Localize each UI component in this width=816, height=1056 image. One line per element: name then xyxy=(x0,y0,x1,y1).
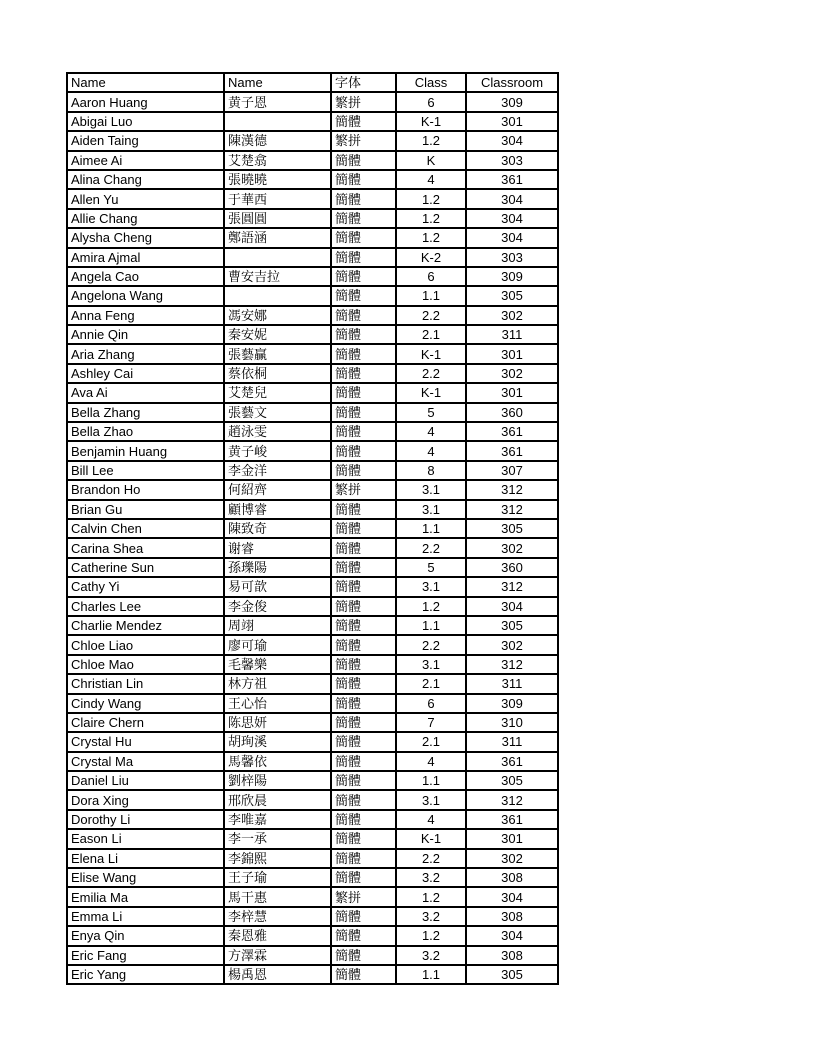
english-name-cell: Christian Lin xyxy=(67,674,224,693)
font-type-cell: 簡體 xyxy=(331,694,396,713)
font-type-cell: 簡體 xyxy=(331,752,396,771)
table-row xyxy=(67,655,558,674)
english-name-cell: Alina Chang xyxy=(67,170,224,189)
classroom-cell: 301 xyxy=(466,344,558,363)
font-type-cell: 簡體 xyxy=(331,170,396,189)
classroom-cell: 307 xyxy=(466,461,558,480)
english-name-cell: Abigai Luo xyxy=(67,112,224,131)
table-row xyxy=(67,189,558,208)
chinese-name-cell: 何紹齊 xyxy=(224,480,331,499)
classroom-cell: 312 xyxy=(466,480,558,499)
classroom-cell: 305 xyxy=(466,965,558,984)
header-row xyxy=(67,73,558,92)
english-name-cell: Elena Li xyxy=(67,849,224,868)
font-type-cell: 繁拼 xyxy=(331,92,396,111)
class-cell: 5 xyxy=(396,558,466,577)
classroom-cell: 360 xyxy=(466,558,558,577)
classroom-cell: 311 xyxy=(466,325,558,344)
english-name-cell: Chloe Mao xyxy=(67,655,224,674)
english-name-cell: Dora Xing xyxy=(67,790,224,809)
table-row xyxy=(67,286,558,305)
font-type-cell: 簡體 xyxy=(331,616,396,635)
table-row xyxy=(67,131,558,150)
table-row xyxy=(67,752,558,771)
classroom-cell: 302 xyxy=(466,364,558,383)
font-type-cell: 簡體 xyxy=(331,810,396,829)
chinese-name-cell: 馬干惠 xyxy=(224,887,331,906)
font-type-cell: 簡體 xyxy=(331,286,396,305)
class-cell: 3.1 xyxy=(396,500,466,519)
chinese-name-cell: 李錦熙 xyxy=(224,849,331,868)
classroom-cell: 302 xyxy=(466,538,558,557)
classroom-cell: 304 xyxy=(466,189,558,208)
english-name-cell: Aiden Taing xyxy=(67,131,224,150)
chinese-name-cell: 易可歆 xyxy=(224,577,331,596)
font-type-cell: 繁拼 xyxy=(331,887,396,906)
font-type-cell: 簡體 xyxy=(331,422,396,441)
english-name-cell: Chloe Liao xyxy=(67,635,224,654)
table-row xyxy=(67,558,558,577)
font-type-cell: 簡體 xyxy=(331,519,396,538)
classroom-cell: 304 xyxy=(466,887,558,906)
class-cell: K-1 xyxy=(396,344,466,363)
english-name-cell: Angela Cao xyxy=(67,267,224,286)
chinese-name-cell: 周翊 xyxy=(224,616,331,635)
class-cell: 4 xyxy=(396,170,466,189)
classroom-cell: 309 xyxy=(466,694,558,713)
english-name-cell: Bill Lee xyxy=(67,461,224,480)
classroom-cell: 305 xyxy=(466,616,558,635)
class-cell: 5 xyxy=(396,403,466,422)
classroom-cell: 312 xyxy=(466,790,558,809)
english-name-cell: Ashley Cai xyxy=(67,364,224,383)
table-row xyxy=(67,500,558,519)
column-header-class: Class xyxy=(396,73,466,92)
classroom-cell: 360 xyxy=(466,403,558,422)
font-type-cell: 簡體 xyxy=(331,558,396,577)
class-cell: 1.2 xyxy=(396,228,466,247)
english-name-cell: Claire Chern xyxy=(67,713,224,732)
table-row xyxy=(67,151,558,170)
class-cell: 2.2 xyxy=(396,306,466,325)
chinese-name-cell: 張藝文 xyxy=(224,403,331,422)
chinese-name-cell: 李金洋 xyxy=(224,461,331,480)
table-row xyxy=(67,616,558,635)
student-roster-table xyxy=(66,72,559,985)
class-cell: 1.1 xyxy=(396,965,466,984)
english-name-cell: Charles Lee xyxy=(67,597,224,616)
class-cell: 3.1 xyxy=(396,577,466,596)
class-cell: 1.2 xyxy=(396,209,466,228)
class-cell: 1.2 xyxy=(396,926,466,945)
table-row xyxy=(67,209,558,228)
class-cell: 1.1 xyxy=(396,519,466,538)
class-cell: 3.1 xyxy=(396,480,466,499)
table-row xyxy=(67,422,558,441)
chinese-name-cell: 艾楚翕 xyxy=(224,151,331,170)
chinese-name-cell: 王心怡 xyxy=(224,694,331,713)
font-type-cell: 簡體 xyxy=(331,965,396,984)
table-row xyxy=(67,364,558,383)
english-name-cell: Brian Gu xyxy=(67,500,224,519)
class-cell: 4 xyxy=(396,422,466,441)
table-row xyxy=(67,170,558,189)
english-name-cell: Eric Fang xyxy=(67,946,224,965)
classroom-cell: 304 xyxy=(466,228,558,247)
english-name-cell: Charlie Mendez xyxy=(67,616,224,635)
classroom-cell: 361 xyxy=(466,170,558,189)
table-row xyxy=(67,965,558,984)
font-type-cell: 簡體 xyxy=(331,248,396,267)
font-type-cell: 簡體 xyxy=(331,383,396,402)
column-header-classroom: Classroom xyxy=(466,73,558,92)
class-cell: 8 xyxy=(396,461,466,480)
chinese-name-cell: 李唯嘉 xyxy=(224,810,331,829)
class-cell: K-1 xyxy=(396,112,466,131)
chinese-name-cell: 陳致奇 xyxy=(224,519,331,538)
table-row xyxy=(67,946,558,965)
classroom-cell: 311 xyxy=(466,732,558,751)
table-row xyxy=(67,849,558,868)
class-cell: 4 xyxy=(396,810,466,829)
table-row xyxy=(67,325,558,344)
class-cell: 1.2 xyxy=(396,887,466,906)
class-cell: 6 xyxy=(396,92,466,111)
table-row xyxy=(67,674,558,693)
classroom-cell: 308 xyxy=(466,868,558,887)
font-type-cell: 簡體 xyxy=(331,790,396,809)
table-row xyxy=(67,926,558,945)
table-row xyxy=(67,306,558,325)
chinese-name-cell: 方澤霖 xyxy=(224,946,331,965)
class-cell: 6 xyxy=(396,267,466,286)
english-name-cell: Cathy Yi xyxy=(67,577,224,596)
chinese-name-cell: 陈思妍 xyxy=(224,713,331,732)
font-type-cell: 簡體 xyxy=(331,635,396,654)
font-type-cell: 簡體 xyxy=(331,209,396,228)
classroom-cell: 304 xyxy=(466,131,558,150)
chinese-name-cell: 趙泳雯 xyxy=(224,422,331,441)
chinese-name-cell: 秦安妮 xyxy=(224,325,331,344)
english-name-cell: Dorothy Li xyxy=(67,810,224,829)
class-cell: K xyxy=(396,151,466,170)
class-cell: 2.1 xyxy=(396,674,466,693)
classroom-cell: 310 xyxy=(466,713,558,732)
english-name-cell: Annie Qin xyxy=(67,325,224,344)
column-header-chinese-name: Name xyxy=(224,73,331,92)
classroom-cell: 304 xyxy=(466,926,558,945)
english-name-cell: Carina Shea xyxy=(67,538,224,557)
class-cell: 3.1 xyxy=(396,655,466,674)
table-row xyxy=(67,480,558,499)
table-row xyxy=(67,732,558,751)
classroom-cell: 361 xyxy=(466,441,558,460)
table-row xyxy=(67,344,558,363)
font-type-cell: 簡體 xyxy=(331,112,396,131)
classroom-cell: 312 xyxy=(466,655,558,674)
chinese-name-cell: 蔡依桐 xyxy=(224,364,331,383)
english-name-cell: Amira Ajmal xyxy=(67,248,224,267)
chinese-name-cell: 劉梓陽 xyxy=(224,771,331,790)
font-type-cell: 簡體 xyxy=(331,597,396,616)
chinese-name-cell: 于華西 xyxy=(224,189,331,208)
chinese-name-cell: 孫瓅陽 xyxy=(224,558,331,577)
font-type-cell: 簡體 xyxy=(331,364,396,383)
english-name-cell: Benjamin Huang xyxy=(67,441,224,460)
chinese-name-cell: 毛馨樂 xyxy=(224,655,331,674)
classroom-cell: 302 xyxy=(466,849,558,868)
english-name-cell: Emilia Ma xyxy=(67,887,224,906)
classroom-cell: 303 xyxy=(466,248,558,267)
table-row xyxy=(67,577,558,596)
table-row xyxy=(67,228,558,247)
classroom-cell: 305 xyxy=(466,286,558,305)
table-row xyxy=(67,868,558,887)
class-cell: 2.2 xyxy=(396,538,466,557)
font-type-cell: 簡體 xyxy=(331,267,396,286)
english-name-cell: Eric Yang xyxy=(67,965,224,984)
table-row xyxy=(67,92,558,111)
classroom-cell: 312 xyxy=(466,500,558,519)
classroom-cell: 308 xyxy=(466,907,558,926)
table-row xyxy=(67,887,558,906)
font-type-cell: 簡體 xyxy=(331,907,396,926)
class-cell: 1.2 xyxy=(396,131,466,150)
table-row xyxy=(67,810,558,829)
font-type-cell: 簡體 xyxy=(331,674,396,693)
font-type-cell: 簡體 xyxy=(331,868,396,887)
class-cell: 3.2 xyxy=(396,946,466,965)
table-row xyxy=(67,538,558,557)
class-cell: 2.2 xyxy=(396,635,466,654)
font-type-cell: 簡體 xyxy=(331,441,396,460)
table-row xyxy=(67,790,558,809)
table-row xyxy=(67,461,558,480)
font-type-cell: 簡體 xyxy=(331,732,396,751)
classroom-cell: 301 xyxy=(466,383,558,402)
class-cell: 6 xyxy=(396,694,466,713)
english-name-cell: Catherine Sun xyxy=(67,558,224,577)
class-cell: 4 xyxy=(396,752,466,771)
chinese-name-cell: 秦恩雅 xyxy=(224,926,331,945)
table-row xyxy=(67,694,558,713)
font-type-cell: 簡體 xyxy=(331,306,396,325)
classroom-cell: 311 xyxy=(466,674,558,693)
classroom-cell: 302 xyxy=(466,306,558,325)
font-type-cell: 簡體 xyxy=(331,151,396,170)
class-cell: 1.2 xyxy=(396,189,466,208)
chinese-name-cell: 黄子峻 xyxy=(224,441,331,460)
class-cell: 1.1 xyxy=(396,771,466,790)
chinese-name-cell: 李一承 xyxy=(224,829,331,848)
font-type-cell: 簡體 xyxy=(331,946,396,965)
classroom-cell: 309 xyxy=(466,92,558,111)
chinese-name-cell: 王子瑜 xyxy=(224,868,331,887)
column-header-english-name: Name xyxy=(67,73,224,92)
chinese-name-cell: 廖可瑜 xyxy=(224,635,331,654)
font-type-cell: 簡體 xyxy=(331,849,396,868)
classroom-cell: 361 xyxy=(466,810,558,829)
classroom-cell: 303 xyxy=(466,151,558,170)
class-cell: 4 xyxy=(396,441,466,460)
english-name-cell: Angelona Wang xyxy=(67,286,224,305)
table-row xyxy=(67,267,558,286)
table-row xyxy=(67,597,558,616)
english-name-cell: Aria Zhang xyxy=(67,344,224,363)
class-cell: K-1 xyxy=(396,383,466,402)
chinese-name-cell: 邢欣晨 xyxy=(224,790,331,809)
chinese-name-cell: 顧博睿 xyxy=(224,500,331,519)
english-name-cell: Allie Chang xyxy=(67,209,224,228)
table-row xyxy=(67,907,558,926)
class-cell: 7 xyxy=(396,713,466,732)
chinese-name-cell: 張藝贏 xyxy=(224,344,331,363)
class-cell: K-1 xyxy=(396,829,466,848)
table-row xyxy=(67,519,558,538)
font-type-cell: 簡體 xyxy=(331,713,396,732)
font-type-cell: 簡體 xyxy=(331,655,396,674)
chinese-name-cell: 曹安吉拉 xyxy=(224,267,331,286)
class-cell: 2.2 xyxy=(396,849,466,868)
table-row xyxy=(67,829,558,848)
font-type-cell: 簡體 xyxy=(331,500,396,519)
classroom-cell: 304 xyxy=(466,209,558,228)
font-type-cell: 繁拼 xyxy=(331,131,396,150)
table-row xyxy=(67,403,558,422)
english-name-cell: Brandon Ho xyxy=(67,480,224,499)
class-cell: 1.2 xyxy=(396,597,466,616)
chinese-name-cell: 張曉曉 xyxy=(224,170,331,189)
chinese-name-cell: 黄子恩 xyxy=(224,92,331,111)
font-type-cell: 簡體 xyxy=(331,228,396,247)
chinese-name-cell: 谢睿 xyxy=(224,538,331,557)
english-name-cell: Calvin Chen xyxy=(67,519,224,538)
font-type-cell: 簡體 xyxy=(331,189,396,208)
classroom-cell: 305 xyxy=(466,519,558,538)
class-cell: 3.1 xyxy=(396,790,466,809)
class-cell: K-2 xyxy=(396,248,466,267)
chinese-name-cell: 楊禹恩 xyxy=(224,965,331,984)
english-name-cell: Elise Wang xyxy=(67,868,224,887)
chinese-name-cell: 馬馨依 xyxy=(224,752,331,771)
classroom-cell: 301 xyxy=(466,829,558,848)
class-cell: 1.1 xyxy=(396,286,466,305)
font-type-cell: 簡體 xyxy=(331,829,396,848)
chinese-name-cell: 張圓圓 xyxy=(224,209,331,228)
english-name-cell: Enya Qin xyxy=(67,926,224,945)
english-name-cell: Crystal Hu xyxy=(67,732,224,751)
english-name-cell: Allen Yu xyxy=(67,189,224,208)
classroom-cell: 361 xyxy=(466,752,558,771)
classroom-cell: 312 xyxy=(466,577,558,596)
chinese-name-cell xyxy=(224,286,331,305)
font-type-cell: 簡體 xyxy=(331,771,396,790)
class-cell: 2.2 xyxy=(396,364,466,383)
english-name-cell: Aaron Huang xyxy=(67,92,224,111)
font-type-cell: 簡體 xyxy=(331,461,396,480)
classroom-cell: 302 xyxy=(466,635,558,654)
chinese-name-cell: 陳漢德 xyxy=(224,131,331,150)
table-row xyxy=(67,248,558,267)
table-row xyxy=(67,713,558,732)
table-row xyxy=(67,441,558,460)
chinese-name-cell: 李金俊 xyxy=(224,597,331,616)
english-name-cell: Ava Ai xyxy=(67,383,224,402)
chinese-name-cell: 艾楚兒 xyxy=(224,383,331,402)
english-name-cell: Anna Feng xyxy=(67,306,224,325)
chinese-name-cell: 馮安娜 xyxy=(224,306,331,325)
classroom-cell: 308 xyxy=(466,946,558,965)
classroom-cell: 304 xyxy=(466,597,558,616)
english-name-cell: Alysha Cheng xyxy=(67,228,224,247)
font-type-cell: 簡體 xyxy=(331,926,396,945)
classroom-cell: 301 xyxy=(466,112,558,131)
class-cell: 3.2 xyxy=(396,868,466,887)
chinese-name-cell xyxy=(224,112,331,131)
font-type-cell: 簡體 xyxy=(331,577,396,596)
font-type-cell: 簡體 xyxy=(331,403,396,422)
table-row xyxy=(67,112,558,131)
english-name-cell: Cindy Wang xyxy=(67,694,224,713)
english-name-cell: Daniel Liu xyxy=(67,771,224,790)
english-name-cell: Crystal Ma xyxy=(67,752,224,771)
font-type-cell: 繁拼 xyxy=(331,480,396,499)
classroom-cell: 305 xyxy=(466,771,558,790)
chinese-name-cell: 林方祖 xyxy=(224,674,331,693)
class-cell: 1.1 xyxy=(396,616,466,635)
table-row xyxy=(67,635,558,654)
chinese-name-cell: 鄭語涵 xyxy=(224,228,331,247)
english-name-cell: Aimee Ai xyxy=(67,151,224,170)
font-type-cell: 簡體 xyxy=(331,538,396,557)
font-type-cell: 簡體 xyxy=(331,325,396,344)
column-header-font-type: 字体 xyxy=(331,73,396,92)
class-cell: 3.2 xyxy=(396,907,466,926)
english-name-cell: Eason Li xyxy=(67,829,224,848)
table-row xyxy=(67,383,558,402)
classroom-cell: 361 xyxy=(466,422,558,441)
english-name-cell: Bella Zhang xyxy=(67,403,224,422)
chinese-name-cell xyxy=(224,248,331,267)
chinese-name-cell: 胡珣溪 xyxy=(224,732,331,751)
font-type-cell: 簡體 xyxy=(331,344,396,363)
english-name-cell: Bella Zhao xyxy=(67,422,224,441)
english-name-cell: Emma Li xyxy=(67,907,224,926)
class-cell: 2.1 xyxy=(396,732,466,751)
class-cell: 2.1 xyxy=(396,325,466,344)
chinese-name-cell: 李梓慧 xyxy=(224,907,331,926)
classroom-cell: 309 xyxy=(466,267,558,286)
table-row xyxy=(67,771,558,790)
